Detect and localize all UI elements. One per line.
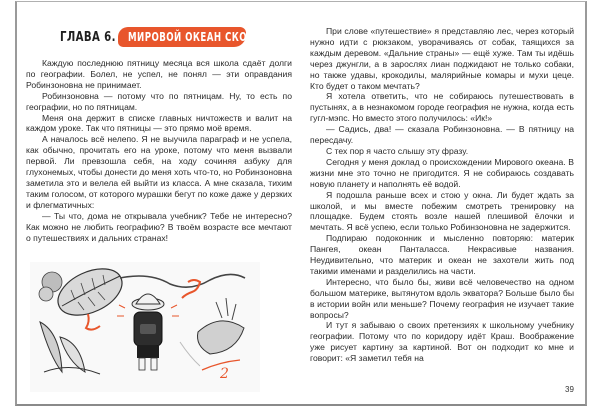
page-number: 39 — [565, 385, 574, 394]
paragraph: А началось всё нелепо. Я не выучила параграф и не успела, как обычно, прочитать его на уроке, потому что меня вызвали первой. Ли превзошла себя, на ходу сочиняя азбуку для глухонемых, чтобы донести до меня хоть что-то, но Робинзоновна заметила это и велела ей выйти из класса. А мне сказала, тихим таким голосом, от которого мурашки бегут по коже даже у дерзких и флегматичных: — [26, 134, 292, 210]
paragraph: Меня она держит в списке главных ничтожеств и валит на каждом уроке. Так что пятницы — это прямо моё время. — [26, 112, 292, 134]
vine — [120, 274, 245, 287]
svg-text:2: 2 — [220, 366, 229, 382]
paragraph: Каждую последнюю пятницу месяца вся школа сдаёт долги по географии. Болел, не успел, не понял — эти оправдания Робинзоновна не принимает. — [26, 58, 292, 90]
leaf-icon — [51, 262, 130, 324]
paragraph: Сегодня у меня доклад о происхождении Мирового океана. В жизни мне это точно не пригодится. Я не собираюсь создавать новую планету и наполнять её водой. — [310, 156, 574, 189]
artist-signature — [202, 360, 240, 382]
explorer-in-jungle-drawing — [30, 262, 260, 392]
jungle-illustration — [30, 262, 260, 392]
right-page-text — [310, 26, 574, 364]
chapter-heading — [60, 26, 269, 48]
paragraph: И тут я забываю о своих претензиях к школьному учебнику географии. Потому что по коридору идёт Краш. Воображение уже рисует картину за картиной. Вот он подходит ко мне и говорит: «Я заметил тебя на — [310, 320, 574, 364]
paragraph: Я хотела ответить, что не собираюсь путешествовать в пустынях, а в незнакомом городе география не нужна, когда есть гугл-мэпс. Но вместо этого получилось: «Ик!» — [310, 91, 574, 124]
paragraph: Я подошла раньше всех и стою у окна. Ли будет ждать за школой, и мы вместе побежим смотреть тренировку на площадке. Будем стоять возле нашей плешивой ёлочки и мечтать. Я всё успею, если только Робинзоновна не задержится. — [310, 189, 574, 233]
paragraph: С тех пор я часто слышу эту фразу. — [326, 145, 469, 156]
paragraph: — Ты что, дома не открывала учебник? Тебе не интересно? Как можно не любить географию? В твоём возрасте все мечтают о путешествиях и дальних странах! — [26, 210, 292, 243]
chapter-title: МИРОВОЙ ОКЕАН СКОРБИ — [128, 30, 269, 44]
left-page-text — [26, 58, 292, 243]
paragraph: При слове «путешествие» я представляю лес, через который нужно идти с рюкзаком, уворачиваясь от собак, таящихся за каждым деревом. «Дальние страны» — ещё хуже. Там ты идёшь через джунгли, а в зарослях лиан поджидают не только собаки, но также удавы, крокодилы, малярийные комары и мухи цеце. Кто будет о таком мечтать? — [310, 26, 574, 91]
paragraph: Интересно, что было бы, живи всё человечество на одном большом материке, вытянутом вдоль экватора? Больше было бы в истории войн или меньше? Почему география не изучает такие вопросы? — [310, 276, 574, 320]
chapter-number: ГЛАВА 6. — [60, 29, 116, 45]
explorer-icon — [117, 294, 179, 370]
paragraph: Робинзоновна — потому что по пятницам. Ну, то есть по географии, но по пятницам. — [26, 90, 292, 112]
paragraph: — Садись, два! — сказала Робинзоновна. — В пятницу на пересдачу. — [310, 124, 574, 146]
plant-icon — [180, 298, 244, 366]
chapter-title-banner — [118, 27, 269, 47]
paragraph: Подпираю подоконник и мысленно повторяю: материк Пангея, океан Панталасса. Некрасивые названия. Неудивительно, что материк и океан не захотели жить под такими именами и разделились на части. — [310, 233, 574, 276]
